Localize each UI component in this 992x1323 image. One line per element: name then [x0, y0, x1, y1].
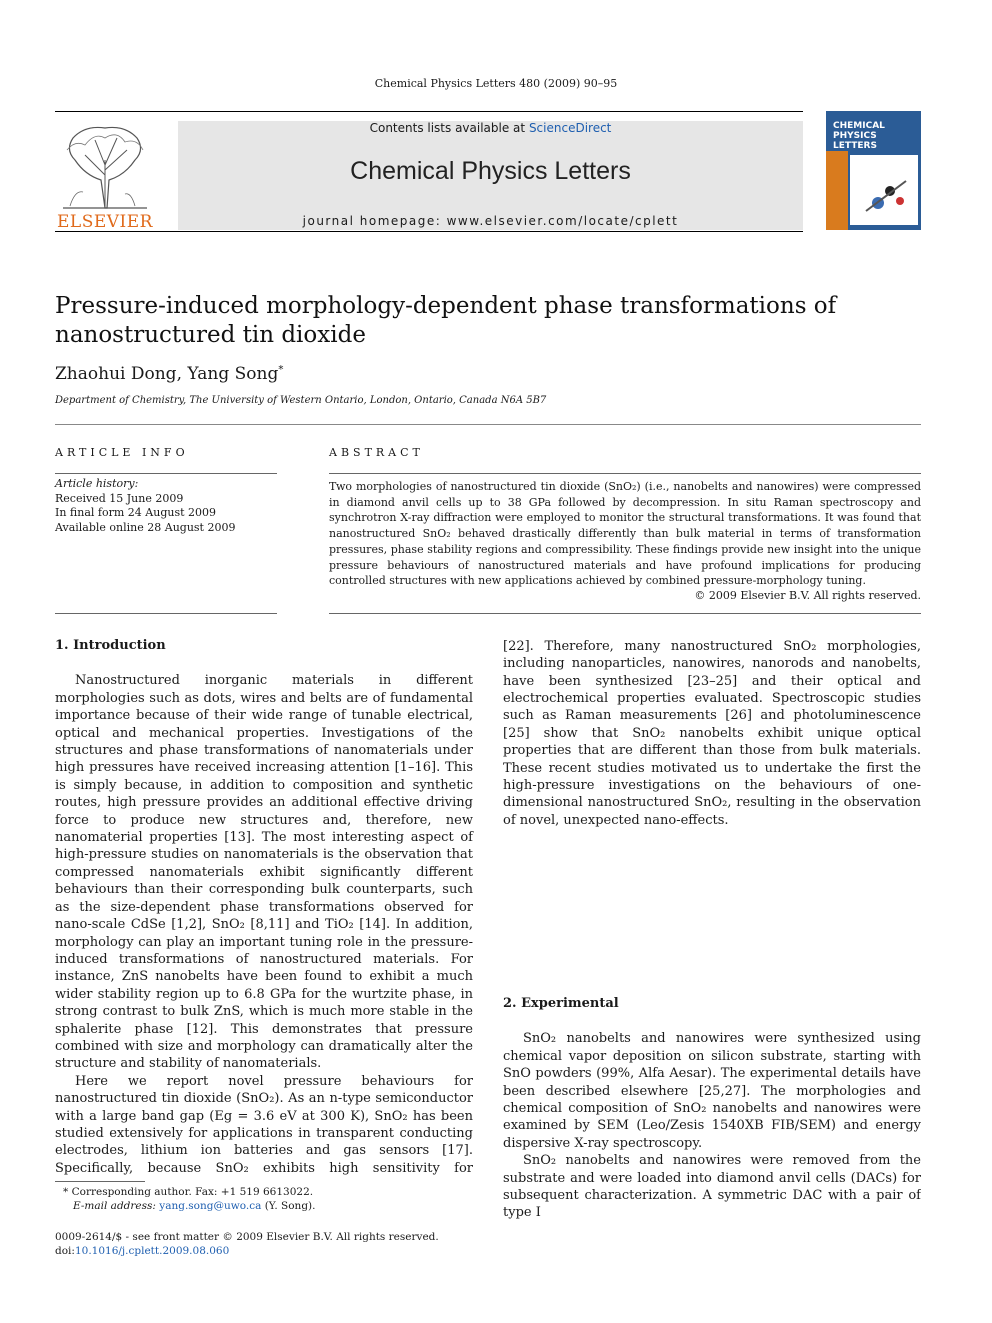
affiliation: Department of Chemistry, The University of Western Ontario, London, Ontario, Canada N6A 5B7 [55, 395, 547, 406]
doi-link[interactable]: 10.1016/j.cplett.2009.08.060 [74, 1245, 230, 1257]
received-date: Received 15 June 2009 [55, 491, 184, 505]
cover-title-line: PHYSICS [833, 131, 877, 141]
section-heading: 1. Introduction [55, 638, 166, 653]
bottom-matter [55, 1230, 475, 1258]
continued-text [503, 637, 921, 977]
article-title-line: nanostructured tin dioxide [55, 322, 366, 348]
article-title [55, 292, 875, 350]
masthead-bottom-rule [55, 231, 803, 232]
corresponding-mark[interactable]: * [278, 364, 284, 376]
final-form-date: In final form 24 August 2009 [55, 506, 217, 520]
paragraph: Here we report novel pressure behaviours for nanostructured tin dioxide (SnO₂). As an n-type semiconductor with a large band gap (Eg = 3.6 eV at 300 K), SnO₂ has been studied extensively for applications in transparent conducting electrodes, lithium ion batteries and gas sensors [17]. Specifically, because SnO₂ exhibits high sensitivity for [55, 1073, 473, 1176]
article-info-bottom-rule [55, 613, 277, 614]
email-link[interactable]: yang.song@uwo.ca [159, 1200, 262, 1212]
footnote [55, 1185, 475, 1213]
doi-prefix: doi: [55, 1245, 75, 1257]
article-info-rule [55, 473, 277, 474]
abstract-copyright: © 2009 Elsevier B.V. All rights reserved. [694, 589, 921, 602]
running-head: Chemical Physics Letters 480 (2009) 90–95 [374, 77, 618, 90]
abstract-bottom-rule [329, 613, 921, 614]
author-names: Zhaohui Dong, Yang Song [55, 364, 279, 384]
paragraph: Nanostructured inorganic materials in different morphologies such as dots, wires and belts are of fundamental importance because of their wide range of tunable electrical, optical and mechanical properties. Investigations of the structures and phase transformations of nanomaterials under high pressures have received increasing attention [1–16]. This is simply because, in addition to composition and synthetic routes, high pressure provides an additional effective driving force to produce new structures and, therefore, new nanomaterial properties [13]. The most interesting aspect of high-pressure studies on nanomaterials is the observation that compressed nanomaterials exhibit significantly different behaviours than their corresponding bulk counterparts, such as the size-dependent phase transformations observed for nano-scale CdSe [1,2], SnO₂ [8,11] and TiO₂ [14]. In addition, morphology can play an important tuning role in the pressure-induced transformations of nanostructured materials. For instance, ZnS nanobelts have been found to exhibit a much wider stability region up to 6.8 GPa for the wurtzite phase, in strong contrast to bulk ZnS, which is much more stable in the sphalerite phase [12]. This demonstrates that pressure combined with size and morphology can dramatically alter the structure and stability of nanomaterials. [55, 673, 473, 1072]
authors [55, 364, 283, 384]
abstract-rule [329, 473, 921, 474]
contents-prefix: Contents lists available at [369, 121, 529, 135]
paragraph: SnO₂ nanobelts and nanowires were removed from the substrate and were loaded into diamond anvil cells (DACs) for subsequent characterization. A symmetric DAC with a pair of type I [503, 1153, 921, 1220]
contents-line [178, 121, 803, 135]
abstract-heading: ABSTRACT [329, 446, 424, 459]
email-suffix: (Y. Song). [261, 1200, 316, 1212]
history-label: Article history: [55, 477, 139, 490]
publisher-name: ELSEVIER [57, 212, 153, 232]
cover-title [833, 121, 913, 151]
corresponding-author: * Corresponding author. Fax: +1 519 6613022. [63, 1186, 314, 1198]
issn-line: 0009-2614/$ - see front matter © 2009 Elsevier B.V. All rights reserved. [55, 1231, 439, 1243]
right-column [503, 637, 921, 1220]
abstract-text: Two morphologies of nanostructured tin dioxide (SnO₂) (i.e., nanobelts and nanowires) were compressed in diamond anvil cells up to 38 GPa followed by decompression. In situ Raman spectroscopy and synchrotron X-ray diffraction were employed to monitor the structural transformations. It was found that nanostructured SnO₂ behaved drastically differently than bulk material in terms of transformation pressures, phase stability regions and compressibility. These findings provide new insight into the unique pressure behaviours of nanostructured materials and have profound implications for producing controlled structures with new applications achieved by combined pressure-morphology tuning. [329, 480, 921, 588]
left-column [55, 637, 473, 1177]
footnote-rule [55, 1181, 145, 1182]
online-date: Available online 28 August 2009 [55, 520, 236, 534]
top-rule [55, 111, 803, 112]
cover-title-line: CHEMICAL [833, 121, 885, 131]
journal-title: Chemical Physics Letters [350, 157, 631, 185]
article-title-line: Pressure-induced morphology-dependent phase transformations of [55, 293, 837, 319]
section-heading: 2. Experimental [503, 996, 619, 1011]
paragraph: [22]. Therefore, many nanostructured SnO₂ morphologies, including nanoparticles, nanowires, nanorods and nanobelts, have been synthesized [23–25] and their optical and electrochemical properties evaluated. Spectroscopic studies such as Raman measurements [26] and photoluminescence [25] show that SnO₂ nanobelts exhibit unique optical properties that are different than those from bulk materials. These recent studies motivated us to undertake the first the high-pressure investigations on the behaviours of one-dimensional nanostructured SnO₂, resulting in the observation of novel, unexpected nano-effects. [503, 638, 921, 828]
elsevier-logo [55, 120, 155, 232]
article-info-heading: ARTICLE INFO [55, 446, 189, 459]
header-divider [55, 424, 921, 425]
sciencedirect-link[interactable]: ScienceDirect [528, 121, 612, 135]
article-history [55, 477, 277, 535]
cover-title-line: LETTERS [833, 141, 877, 151]
email-label: E-mail address: [73, 1200, 160, 1212]
paragraph: SnO₂ nanobelts and nanowires were synthesized using chemical vapor deposition on silicon substrate, starting with SnO powders (99%, Alfa Aesar). The experimental details have been described elsewhere [25,27]. The morphologies and chemical composition of SnO₂ nanobelts and nanowires were examined by SEM (Leo/Zesis 1540XB FIB/SEM) and energy dispersive X-ray spectroscopy. [503, 1031, 921, 1151]
journal-homepage[interactable]: journal homepage: www.elsevier.com/locate/cplett [302, 214, 679, 228]
